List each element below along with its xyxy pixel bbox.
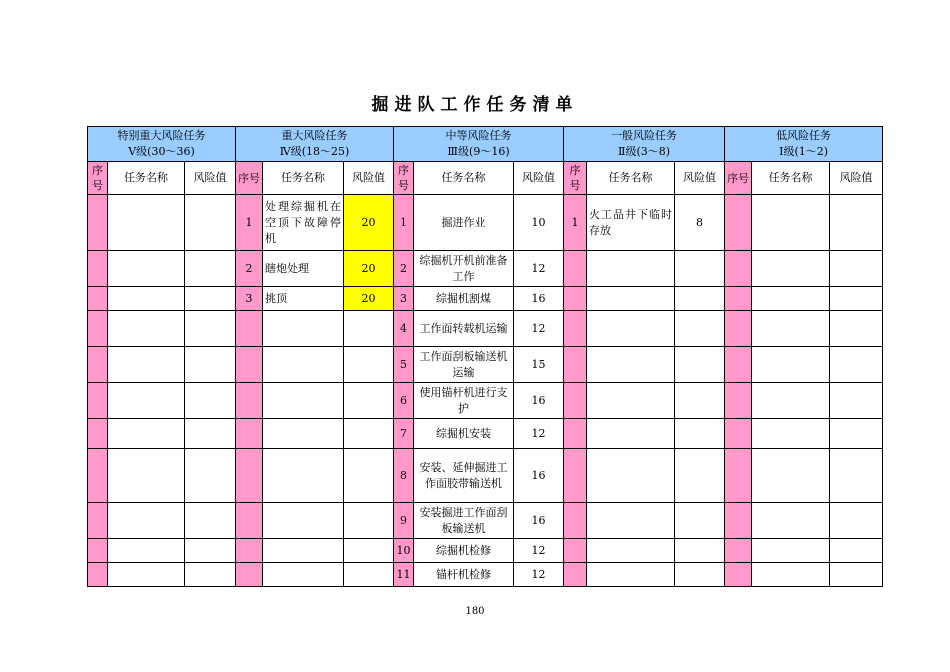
- category-cell: [725, 127, 883, 162]
- seq-cell: 3: [236, 287, 263, 311]
- risk-value-cell: [830, 347, 883, 383]
- seq-cell: [88, 503, 108, 539]
- page-title: 掘进队工作任务清单: [371, 95, 579, 115]
- risk-value-cell: 12: [514, 311, 564, 347]
- seq-cell: 6: [394, 383, 414, 419]
- risk-value-cell: [185, 563, 236, 587]
- seq-cell: [88, 449, 108, 503]
- seq-cell: [236, 503, 263, 539]
- risk-value-cell: [675, 251, 725, 287]
- task-name-cell: [108, 539, 185, 563]
- category-level: Ⅰ级(1～2): [779, 145, 829, 158]
- seq-cell: [564, 563, 587, 587]
- task-name-cell: [108, 195, 185, 251]
- task-name-cell: [752, 347, 830, 383]
- task-name-cell: [587, 563, 675, 587]
- header-seq: 序号: [88, 162, 108, 195]
- risk-value-cell: [185, 419, 236, 449]
- column-header-row: [88, 162, 883, 195]
- seq-cell: [564, 251, 587, 287]
- risk-value-cell: 12: [514, 251, 564, 287]
- seq-cell: [725, 347, 752, 383]
- table-row: [88, 195, 883, 251]
- seq-cell: [236, 311, 263, 347]
- risk-value-cell: [185, 287, 236, 311]
- header-risk-value: 风险值: [344, 162, 394, 195]
- task-name-cell: 掘进作业: [414, 195, 514, 251]
- task-name-cell: [108, 449, 185, 503]
- seq-cell: 2: [236, 251, 263, 287]
- seq-cell: [236, 383, 263, 419]
- risk-value-cell: 20: [344, 195, 394, 251]
- risk-value-cell: [344, 503, 394, 539]
- header-risk-value: 风险值: [830, 162, 883, 195]
- seq-cell: [236, 563, 263, 587]
- category-name: 中等风险任务: [445, 129, 512, 142]
- task-name-cell: [752, 449, 830, 503]
- seq-cell: [725, 311, 752, 347]
- risk-value-cell: [830, 383, 883, 419]
- category-cell: [394, 127, 564, 162]
- task-name-cell: [752, 539, 830, 563]
- task-name-cell: 瞎炮处理: [263, 251, 344, 287]
- task-name-cell: [587, 383, 675, 419]
- risk-value-cell: [830, 195, 883, 251]
- header-risk-value: 风险值: [675, 162, 725, 195]
- header-task-name: 任务名称: [108, 162, 185, 195]
- table-row: [88, 383, 883, 419]
- task-name-cell: [108, 347, 185, 383]
- task-name-cell: 工作面转载机运输: [414, 311, 514, 347]
- risk-value-cell: [344, 383, 394, 419]
- risk-value-cell: [675, 503, 725, 539]
- risk-value-cell: [675, 539, 725, 563]
- task-name-cell: [108, 563, 185, 587]
- task-name-cell: [108, 503, 185, 539]
- seq-cell: [564, 503, 587, 539]
- risk-value-cell: 20: [344, 287, 394, 311]
- risk-value-cell: [344, 539, 394, 563]
- task-name-cell: [108, 383, 185, 419]
- task-name-cell: 综掘机开机前准备工作: [414, 251, 514, 287]
- seq-cell: [88, 251, 108, 287]
- task-name-cell: 火工品井下临时存放: [587, 195, 675, 251]
- task-name-cell: [108, 419, 185, 449]
- table-row: [88, 347, 883, 383]
- seq-cell: 1: [564, 195, 587, 251]
- task-name-cell: 处理综掘机在空顶下故障停机: [263, 195, 344, 251]
- header-seq: 序号: [236, 162, 263, 195]
- seq-cell: [564, 419, 587, 449]
- risk-value-cell: [675, 287, 725, 311]
- category-level: Ⅲ级(9～16): [447, 145, 510, 158]
- risk-value-cell: [675, 347, 725, 383]
- category-name: 特别重大风险任务: [117, 129, 206, 142]
- risk-value-cell: [675, 383, 725, 419]
- seq-cell: 1: [394, 195, 414, 251]
- risk-value-cell: [830, 539, 883, 563]
- task-name-cell: [587, 503, 675, 539]
- seq-cell: [88, 311, 108, 347]
- risk-value-cell: 10: [514, 195, 564, 251]
- header-risk-value: 风险值: [185, 162, 236, 195]
- seq-cell: [236, 539, 263, 563]
- risk-value-cell: [675, 449, 725, 503]
- table-row: [88, 251, 883, 287]
- task-name-cell: [752, 287, 830, 311]
- risk-value-cell: 12: [514, 539, 564, 563]
- table-row: [88, 539, 883, 563]
- seq-cell: [725, 449, 752, 503]
- header-task-name: 任务名称: [587, 162, 675, 195]
- seq-cell: [725, 251, 752, 287]
- seq-cell: 7: [394, 419, 414, 449]
- header-seq: 序号: [725, 162, 752, 195]
- seq-cell: [88, 347, 108, 383]
- risk-value-cell: [185, 539, 236, 563]
- task-name-cell: [263, 347, 344, 383]
- risk-value-cell: [830, 419, 883, 449]
- task-name-cell: [587, 311, 675, 347]
- risk-value-cell: [185, 311, 236, 347]
- seq-cell: [725, 539, 752, 563]
- risk-value-cell: [675, 563, 725, 587]
- risk-value-cell: 12: [514, 563, 564, 587]
- risk-value-cell: 8: [675, 195, 725, 251]
- table-row: [88, 419, 883, 449]
- header-task-name: 任务名称: [752, 162, 830, 195]
- seq-cell: [564, 287, 587, 311]
- seq-cell: [564, 347, 587, 383]
- seq-cell: 3: [394, 287, 414, 311]
- risk-value-cell: [344, 449, 394, 503]
- task-name-cell: [752, 563, 830, 587]
- task-name-cell: [263, 539, 344, 563]
- seq-cell: 5: [394, 347, 414, 383]
- risk-value-cell: 16: [514, 503, 564, 539]
- table-row: [88, 287, 883, 311]
- task-name-cell: [587, 539, 675, 563]
- task-name-cell: 安装掘进工作面刮板输送机: [414, 503, 514, 539]
- risk-task-table: [87, 126, 883, 587]
- seq-cell: 1: [236, 195, 263, 251]
- category-level: Ⅱ级(3～8): [618, 145, 671, 158]
- task-name-cell: [587, 287, 675, 311]
- risk-value-cell: 12: [514, 419, 564, 449]
- risk-value-cell: [344, 347, 394, 383]
- task-name-cell: [108, 287, 185, 311]
- task-name-cell: [587, 347, 675, 383]
- task-name-cell: [587, 449, 675, 503]
- page-number: 180: [465, 606, 485, 617]
- risk-value-cell: [185, 195, 236, 251]
- risk-value-cell: [830, 563, 883, 587]
- seq-cell: [725, 563, 752, 587]
- task-name-cell: 工作面刮板输送机运输: [414, 347, 514, 383]
- table-row: [88, 311, 883, 347]
- seq-cell: [88, 539, 108, 563]
- header-task-name: 任务名称: [263, 162, 344, 195]
- risk-value-cell: [185, 383, 236, 419]
- risk-value-cell: [185, 449, 236, 503]
- seq-cell: 11: [394, 563, 414, 587]
- task-name-cell: [263, 311, 344, 347]
- seq-cell: [88, 287, 108, 311]
- task-name-cell: [263, 419, 344, 449]
- risk-value-cell: 16: [514, 383, 564, 419]
- seq-cell: [236, 419, 263, 449]
- seq-cell: [725, 287, 752, 311]
- task-name-cell: [587, 251, 675, 287]
- seq-cell: [725, 195, 752, 251]
- risk-value-cell: [344, 419, 394, 449]
- task-name-cell: 挑顶: [263, 287, 344, 311]
- category-name: 低风险任务: [776, 129, 832, 142]
- risk-value-cell: [344, 311, 394, 347]
- header-risk-value: 风险值: [514, 162, 564, 195]
- category-cell: [236, 127, 394, 162]
- task-name-cell: [263, 383, 344, 419]
- category-name: 重大风险任务: [281, 129, 348, 142]
- task-name-cell: 锚杆机检修: [414, 563, 514, 587]
- risk-value-cell: [830, 287, 883, 311]
- risk-value-cell: [675, 419, 725, 449]
- risk-value-cell: 16: [514, 449, 564, 503]
- category-name: 一般风险任务: [611, 129, 678, 142]
- header-seq: 序号: [564, 162, 587, 195]
- seq-cell: [88, 195, 108, 251]
- task-name-cell: [752, 419, 830, 449]
- seq-cell: [725, 503, 752, 539]
- risk-value-cell: [830, 311, 883, 347]
- task-name-cell: [752, 383, 830, 419]
- task-name-cell: 综掘机割煤: [414, 287, 514, 311]
- seq-cell: [564, 539, 587, 563]
- task-name-cell: [263, 563, 344, 587]
- table-row: [88, 563, 883, 587]
- header-seq: 序号: [394, 162, 414, 195]
- task-name-cell: [752, 251, 830, 287]
- task-name-cell: [752, 503, 830, 539]
- task-name-cell: 安装、延伸掘进工作面胶带输送机: [414, 449, 514, 503]
- seq-cell: [88, 563, 108, 587]
- risk-value-cell: [344, 563, 394, 587]
- category-level: Ⅳ级(18～25): [279, 145, 350, 158]
- seq-cell: [564, 449, 587, 503]
- task-name-cell: [108, 251, 185, 287]
- task-name-cell: [263, 449, 344, 503]
- header-task-name: 任务名称: [414, 162, 514, 195]
- seq-cell: [564, 311, 587, 347]
- risk-value-cell: 20: [344, 251, 394, 287]
- task-name-cell: [752, 195, 830, 251]
- task-name-cell: 综掘机安装: [414, 419, 514, 449]
- risk-value-cell: 16: [514, 287, 564, 311]
- task-name-cell: [587, 419, 675, 449]
- risk-value-cell: [675, 311, 725, 347]
- task-name-cell: 综掘机检修: [414, 539, 514, 563]
- risk-value-cell: [830, 251, 883, 287]
- seq-cell: [88, 383, 108, 419]
- risk-value-cell: [830, 449, 883, 503]
- category-level: Ⅴ级(30～36): [128, 145, 195, 158]
- risk-value-cell: 15: [514, 347, 564, 383]
- seq-cell: 8: [394, 449, 414, 503]
- seq-cell: 9: [394, 503, 414, 539]
- risk-value-cell: [830, 503, 883, 539]
- table-row: [88, 449, 883, 503]
- seq-cell: [88, 419, 108, 449]
- seq-cell: 4: [394, 311, 414, 347]
- task-name-cell: [752, 311, 830, 347]
- risk-value-cell: [185, 347, 236, 383]
- seq-cell: 10: [394, 539, 414, 563]
- seq-cell: [564, 383, 587, 419]
- seq-cell: [725, 383, 752, 419]
- risk-value-cell: [185, 251, 236, 287]
- task-name-cell: 使用锚杆机进行支护: [414, 383, 514, 419]
- category-cell: [88, 127, 236, 162]
- seq-cell: 2: [394, 251, 414, 287]
- task-name-cell: [108, 311, 185, 347]
- table-row: [88, 503, 883, 539]
- seq-cell: [236, 449, 263, 503]
- task-name-cell: [263, 503, 344, 539]
- category-cell: [564, 127, 725, 162]
- category-header-row: [88, 127, 883, 162]
- risk-value-cell: [185, 503, 236, 539]
- seq-cell: [725, 419, 752, 449]
- seq-cell: [236, 347, 263, 383]
